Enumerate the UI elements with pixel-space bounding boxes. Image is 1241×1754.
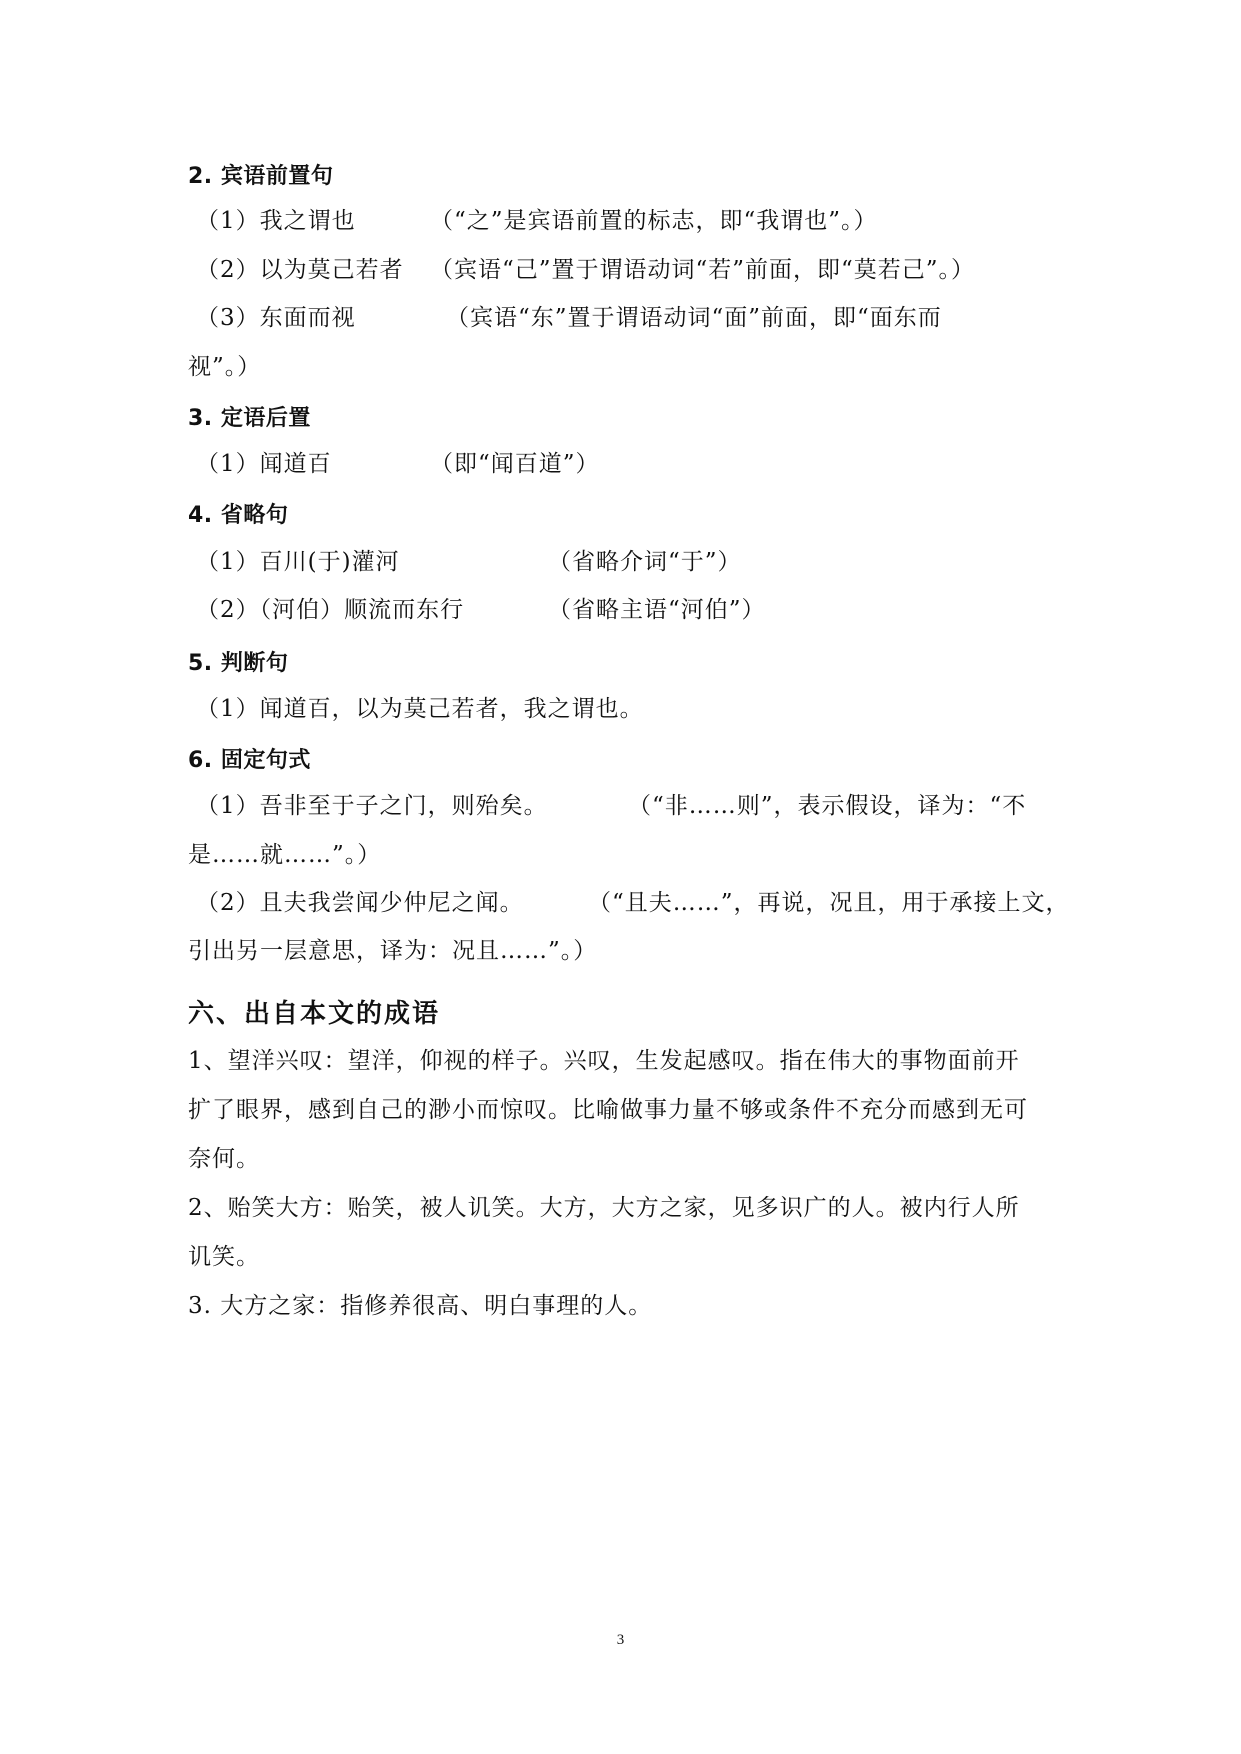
example-line: [196, 302, 942, 334]
example-text: （1）吾非至于子之门，则殆矣。: [196, 793, 548, 819]
example-line: [196, 546, 742, 578]
example-text: （2）且夫我尝闻少仲尼之闻。: [196, 890, 524, 916]
example-text: （3）东面而视: [196, 305, 356, 331]
example-text: （1）百川(于)灌河: [196, 549, 400, 575]
example-line: [196, 448, 600, 480]
section-heading: 5. 判断句: [188, 651, 289, 676]
example-note: （省略介词“于”）: [548, 549, 742, 575]
section-heading: 4. 省略句: [188, 503, 289, 528]
idiom-line: 奈何。: [188, 1146, 260, 1172]
example-text: （2）以为莫己若者: [196, 257, 404, 283]
example-note: （宾语“己”置于谓语动词“若”前面，即“莫若己”。）: [430, 257, 976, 283]
idioms-heading: 六、出自本文的成语: [188, 999, 441, 1029]
example-line: [196, 205, 878, 237]
example-note: （即“闻百道”）: [430, 451, 600, 477]
example-line: （1）闻道百，以为莫己若者，我之谓也。: [196, 696, 644, 722]
example-note-continued: 是……就……”。）: [188, 842, 382, 868]
example-text: （1）我之谓也: [196, 208, 356, 234]
example-text: （1）闻道百: [196, 451, 332, 477]
section-heading: 6. 固定句式: [188, 748, 311, 773]
idiom-line: 3. 大方之家：指修养很高、明白事理的人。: [188, 1293, 653, 1319]
idiom-line: 讥笑。: [188, 1244, 260, 1270]
example-note-continued: 视”。）: [188, 354, 262, 380]
example-line: [196, 790, 1027, 822]
example-note: （宾语“东”置于谓语动词“面”前面，即“面东而: [446, 305, 942, 331]
example-note-continued: 引出另一层意思，译为：况且……”。）: [188, 938, 598, 964]
example-line: [196, 594, 766, 626]
section-heading: 2. 宾语前置句: [188, 164, 334, 189]
idiom-line: 2、贻笑大方：贻笑，被人讥笑。大方，大方之家，见多识广的人。被内行人所: [188, 1195, 1020, 1221]
example-text: （2）（河伯）顺流而东行: [196, 597, 465, 623]
idiom-line: 扩了眼界，感到自己的渺小而惊叹。比喻做事力量不够或条件不充分而感到无可: [188, 1097, 1028, 1123]
idiom-line: 1、望洋兴叹：望洋，仰视的样子。兴叹，生发起感叹。指在伟大的事物面前开: [188, 1048, 1020, 1074]
section-heading: 3. 定语后置: [188, 406, 311, 431]
page-number: 3: [616, 1632, 625, 1648]
example-note: （“之”是宾语前置的标志，即“我谓也”。）: [430, 208, 878, 234]
example-note: （“且夫……”，再说，况且，用于承接上文，: [588, 890, 1070, 916]
example-note: （“非……则”，表示假设，译为：“不: [628, 793, 1027, 819]
example-note: （省略主语“河伯”）: [548, 597, 766, 623]
example-line: [196, 887, 1070, 919]
example-line: [196, 254, 976, 286]
